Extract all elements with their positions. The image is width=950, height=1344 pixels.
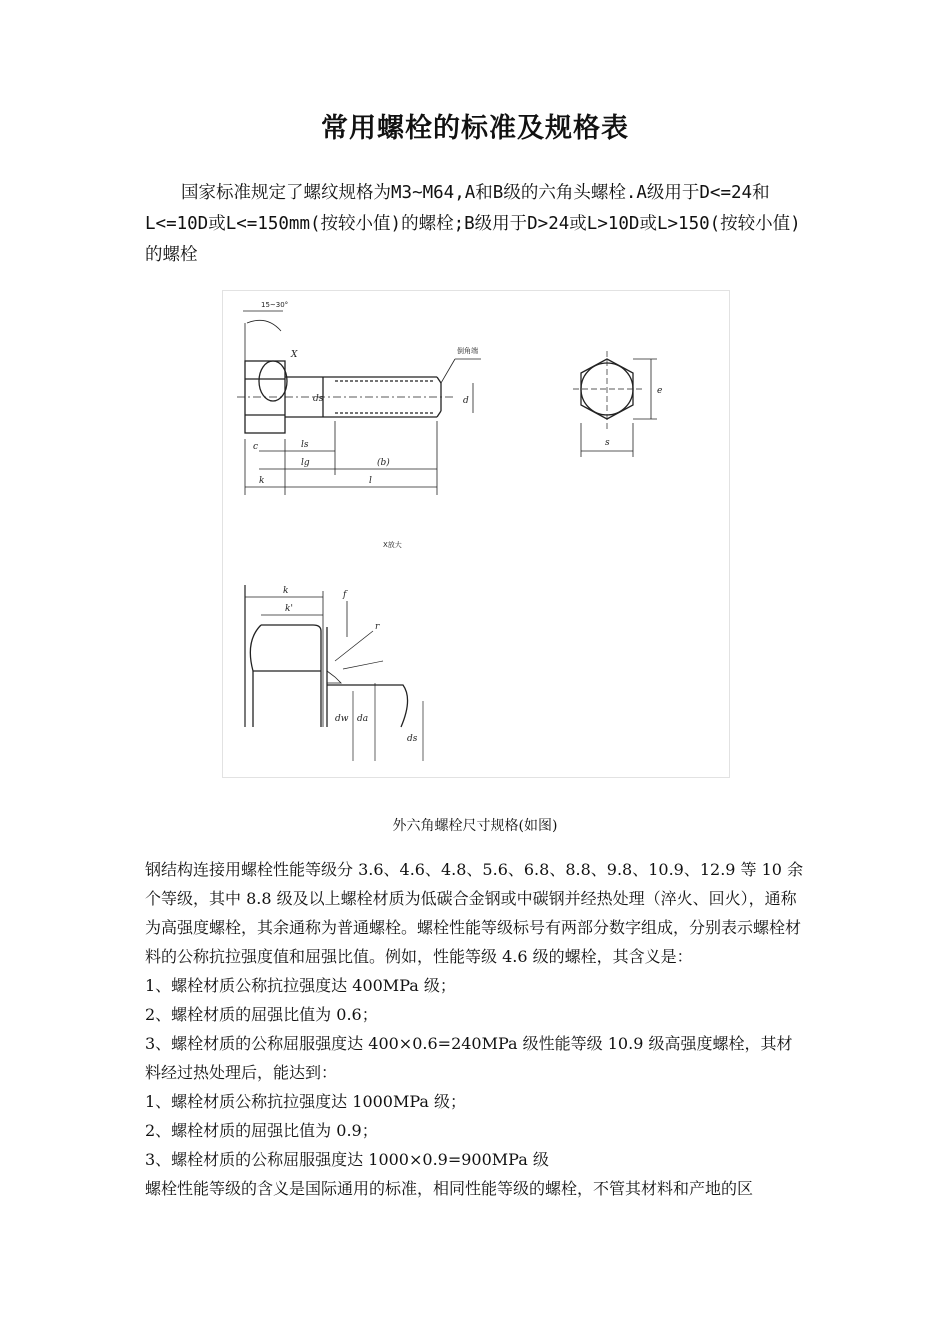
detail-head-outline bbox=[261, 625, 321, 727]
bolt-dimension-figure bbox=[222, 290, 730, 778]
body-paragraph: 钢结构连接用螺栓性能等级分 3.6、4.6、4.8、5.6、6.8、8.8、9.8、10.9、12.9 等 10 余个等级，其中 8.8 级及以上螺栓材质为低碳合金钢或中碳钢并经热处理（淬火、回火），通称为高强度螺栓，其余通称为普通螺栓。螺栓性能等级标号有两部分数字组成，分别表示螺栓材料的公称抗拉强度值和屈强比值。例如，性能等级 4.6 级的螺栓，其含义是： bbox=[145, 860, 804, 966]
bolt-drawing bbox=[223, 291, 729, 777]
e-label: e bbox=[657, 386, 663, 396]
s-label: s bbox=[605, 438, 610, 448]
chamfer-label: 倒角端 bbox=[457, 347, 478, 355]
ls-label: ls bbox=[301, 440, 309, 450]
enlarged-label: X放大 bbox=[383, 541, 402, 549]
detail-x-label: X bbox=[291, 350, 298, 360]
angle-label: 15~30° bbox=[261, 301, 289, 309]
k-prime-label: k' bbox=[285, 604, 293, 614]
dw-label: dw bbox=[335, 714, 349, 724]
ds-label: ds bbox=[313, 394, 324, 404]
body-paragraph: 3、螺栓材质的公称屈服强度达 400×0.6=240MPa 级性能等级 10.9 级高强度螺栓，其材料经过热处理后，能达到： bbox=[145, 1034, 793, 1082]
detail-x-circle bbox=[259, 361, 287, 401]
body-text bbox=[145, 855, 807, 1203]
k-label: k bbox=[259, 476, 265, 486]
body-paragraph: 3、螺栓材质的公称屈服强度达 1000×0.9=900MPa 级 bbox=[145, 1150, 549, 1169]
intro-text: 国家标准规定了螺纹规格为M3~M64,A和B级的六角头螺栓.A级用于D<=24和L<=10D或L<=150mm(按较小值)的螺栓;B级用于D>24或L>10D或L>150(按较小值)的螺栓 bbox=[145, 183, 801, 265]
body-paragraph: 1、螺栓材质公称抗拉强度达 400MPa 级； bbox=[145, 976, 456, 995]
body-paragraph: 2、螺栓材质的屈强比值为 0.9； bbox=[145, 1121, 378, 1140]
c-label: c bbox=[253, 442, 259, 452]
intro-paragraph bbox=[145, 178, 807, 271]
ds2-label: ds bbox=[407, 734, 418, 744]
l-label: l bbox=[369, 476, 372, 486]
detail-k-label: k bbox=[283, 586, 289, 596]
body-paragraph: 2、螺栓材质的屈强比值为 0.6； bbox=[145, 1005, 378, 1024]
figure-caption: 外六角螺栓尺寸规格(如图) bbox=[392, 818, 558, 834]
da-label: da bbox=[357, 714, 369, 724]
r-label: r bbox=[375, 622, 380, 632]
d-label: d bbox=[463, 396, 469, 406]
body-paragraph: 螺栓性能等级的含义是国际通用的标准，相同性能等级的螺栓，不管其材料和产地的区 bbox=[145, 1179, 754, 1198]
body-paragraph: 1、螺栓材质公称抗拉强度达 1000MPa 级； bbox=[145, 1092, 467, 1111]
lg-label: lg bbox=[301, 458, 310, 468]
f-label: f bbox=[343, 590, 347, 600]
document-title: 常用螺栓的标准及规格表 bbox=[321, 113, 629, 144]
b-label: (b) bbox=[377, 458, 390, 468]
